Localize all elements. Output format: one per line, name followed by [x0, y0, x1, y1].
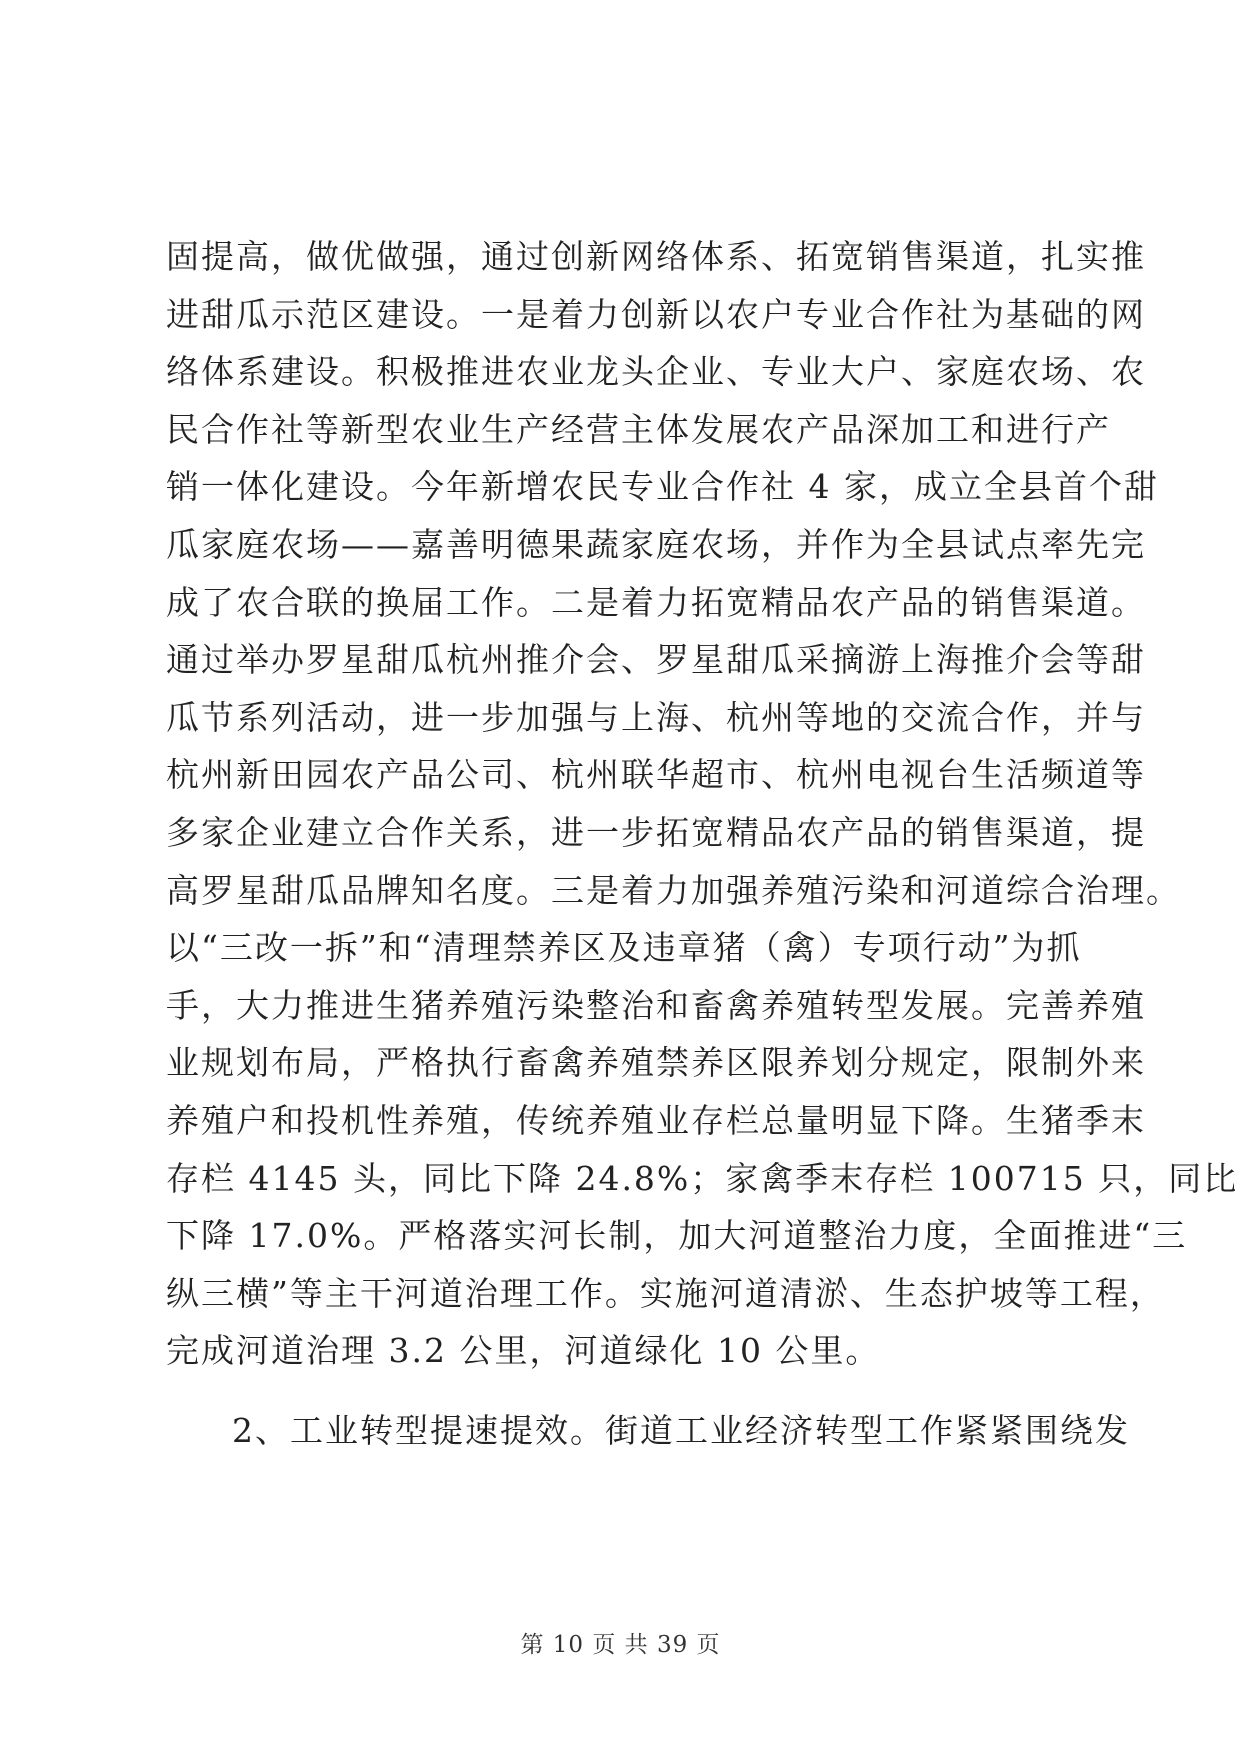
text-line: 多家企业建立合作关系，进一步拓宽精品农产品的销售渠道，提: [166, 812, 1146, 852]
text-line: 固提高，做优做强，通过创新网络体系、拓宽销售渠道，扎实推: [166, 237, 1146, 276]
paragraph-heading-line: 2、工业转型提速提效。街道工业经济转型工作紧紧围绕发: [232, 1410, 1130, 1450]
text-line: 业规划布局，严格执行畜禽养殖禁养区限养划分规定，限制外来: [166, 1043, 1146, 1083]
text-line: 纵三横”等主干河道治理工作。实施河道清淤、生态护坡等工程，: [166, 1273, 1165, 1313]
text-line: 通过举办罗星甜瓜杭州推介会、罗星甜瓜采摘游上海推介会等甜: [166, 640, 1146, 680]
text-line: 民合作社等新型农业生产经营主体发展农产品深加工和进行产: [166, 409, 1111, 449]
text-line: 杭州新田园农产品公司、杭州联华超市、杭州电视台生活频道等: [166, 755, 1146, 795]
text-line: 瓜节系列活动，进一步加强与上海、杭州等地的交流合作，并与: [166, 697, 1146, 737]
text-line: 手，大力推进生猪养殖污染整治和畜禽养殖转型发展。完善养殖: [166, 985, 1146, 1025]
text-line: 销一体化建设。今年新增农民专业合作社 4 家，成立全县首个甜: [166, 467, 1159, 507]
text-line: 高罗星甜瓜品牌知名度。三是着力加强养殖污染和河道综合治理。: [166, 870, 1181, 910]
text-line: 以“三改一拆”和“清理禁养区及违章猪（禽）专项行动”为抓: [166, 928, 1082, 968]
text-line: 进甜瓜示范区建设。一是着力创新以农户专业合作社为基础的网: [166, 294, 1146, 334]
text-line: 存栏 4145 头，同比下降 24.8%；家禽季末存栏 100715 只，同比: [166, 1158, 1239, 1198]
text-line: 成了农合联的换届工作。二是着力拓宽精品农产品的销售渠道。: [166, 582, 1146, 622]
text-line: 完成河道治理 3.2 公里，河道绿化 10 公里。: [166, 1331, 881, 1371]
text-line: 养殖户和投机性养殖，传统养殖业存栏总量明显下降。生猪季末: [166, 1100, 1146, 1140]
text-line: 下降 17.0%。严格落实河长制，加大河道整治力度，全面推进“三: [166, 1216, 1188, 1256]
text-line: 瓜家庭农场——嘉善明德果蔬家庭农场，并作为全县试点率先完: [166, 524, 1146, 564]
paragraph-spacer: [166, 1380, 1076, 1402]
text-line: 络体系建设。积极推进农业龙头企业、专业大户、家庭农场、农: [166, 352, 1146, 392]
document-body: [166, 228, 1239, 1459]
page-number-footer: 第 10 页 共 39 页: [520, 1632, 721, 1658]
